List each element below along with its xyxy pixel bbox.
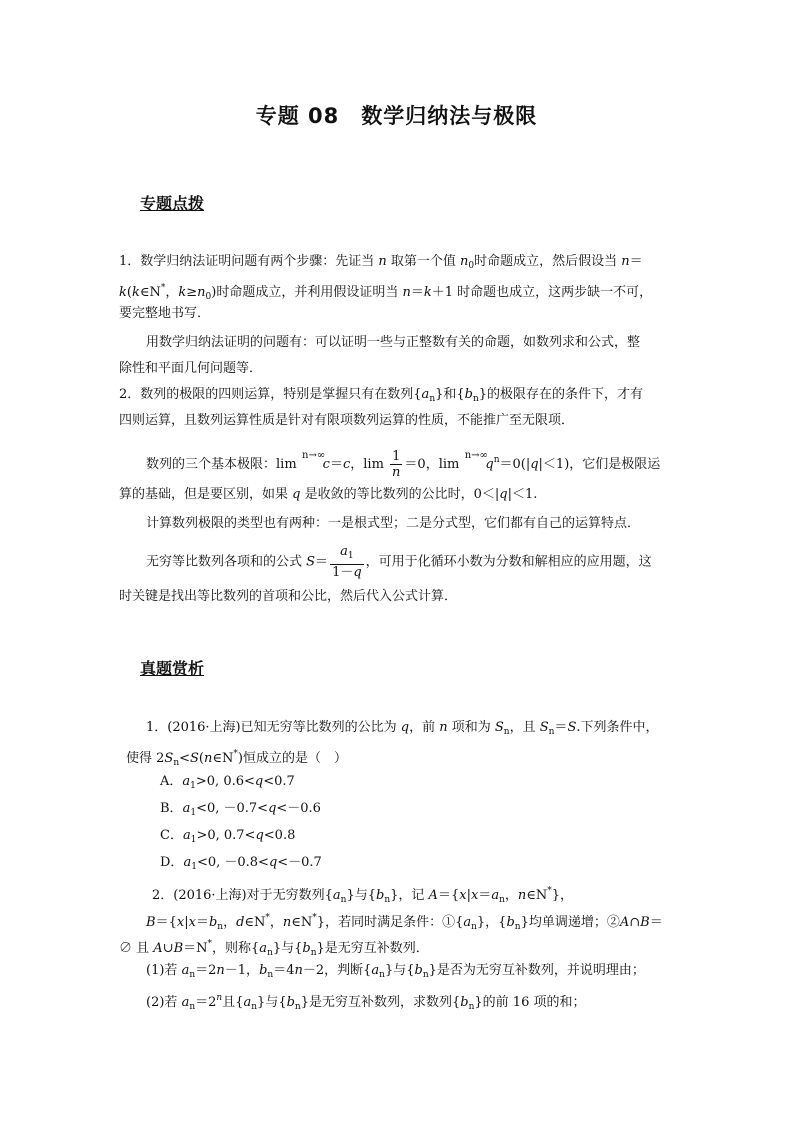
q1-option-b: B．$a_1<0$, －0.7<q<－0.6 [160,801,321,818]
para3-line2: 四则运算，且数列运算性质是针对有限项数列运算的性质，不能推广至无限项． [119,413,575,428]
para1-line3: 要完整地书写． [119,306,211,321]
fraction-sum-formula: $\frac{a_1}{1-q}$ [332,544,362,580]
q2-part1: (1)若 $a_n=2n-1$，$b_n=4n-2$，判断$\{a_n\}$与$\{b_n\}$是否为无穷互补数列，并说明理由； [146,963,645,980]
para4-line2: 算的基础，但是要区别，如果 q 是收敛的等比数列的公比时，0＜|q|＜1. [119,487,538,502]
para2-line1: 用数学归纳法证明的问题有：可以证明一些与正整数有关的命题，如数列求和公式，整 [146,335,641,350]
q1-line2: 使得 $2S_n<S(n\in N^*)$恒成立的是（ ） [126,749,347,768]
para1-line1: 1．数学归纳法证明问题有两个步骤：先证当 n 取第一个值 $n_0$时命题成立，然后假设当 n＝ [119,254,643,271]
para2-line2: 除性和平面几何问题等． [119,361,263,376]
para5-line1: 计算数列极限的类型也有两种：一是根式型；二是分式型，它们都有自己的运算特点． [146,516,641,531]
para6-line1: 无穷等比数列各项和的公式 S＝ $\frac{a_1}{1-q}$ ，可用于化循环小数为分数和解相应的应用题，这 [146,544,652,580]
q2-line3: ∅ 且 A∪B＝N*，则称$\{a_n\}$与$\{b_n\}$是无穷互补数列． [119,939,429,958]
q1-option-a: A．$a_1>0$, 0.6<q<0.7 [160,774,295,791]
q2-line1: 2．(2016·上海)对于无穷数列$\{a_n\}$与$\{b_n\}$，记 $A=\{x|x=a_n$，n∈N*}， [152,886,574,905]
para4-line1: 数列的三个基本极限：lim n→∞ c＝c，lim $\frac{1}{n}$ ＝0，lim n→∞ $q^n=0(|q|<1)$，它们是极限运 [146,449,661,480]
para3-line1: 2．数列的极限的四则运算，特别是掌握只有在数列$\{a_n\}$和$\{b_n\}$的极限存在的条件下，才有 [119,387,644,404]
fraction-1-over-n: $\frac{1}{n}$ [392,449,401,480]
para6-line2: 时关键是找出等比数列的首项和公比，然后代入公式计算． [119,589,458,604]
section-heading-tips: 专题点拨 [140,194,205,213]
section-heading-exam: 真题赏析 [140,659,205,678]
page-title: 专题 08 数学归纳法与极限 [255,104,538,128]
q1-option-c: C．$a_1>0$, 0.7<q<0.8 [160,828,296,845]
para1-line2: k(k∈N*，$k\ge n_0$)时命题成立，并利用假设证明当 n＝k＋1 时命题也成立，这两步缺一不可， [119,283,653,302]
q1-option-d: D．$a_1<0$, －0.8<q<－0.7 [160,855,322,872]
q2-line2: $B=\{x|x=b_n$，d∈N*，n∈N*}，若同时满足条件：$①\{a_n\}$，$\{b_n\}$均单调递增；②A∩B＝ [146,913,663,932]
q2-part2: (2)若 $a_n=2^n$且$\{a_n\}$与$\{b_n\}$是无穷互补数列，求数列$\{b_n\}$的前 16 项的和； [146,993,586,1012]
q1-line1: 1．(2016·上海)已知无穷等比数列的公比为 q，前 n 项和为 $S_n$，且 $S_n=S$.下列条件中， [146,720,659,737]
